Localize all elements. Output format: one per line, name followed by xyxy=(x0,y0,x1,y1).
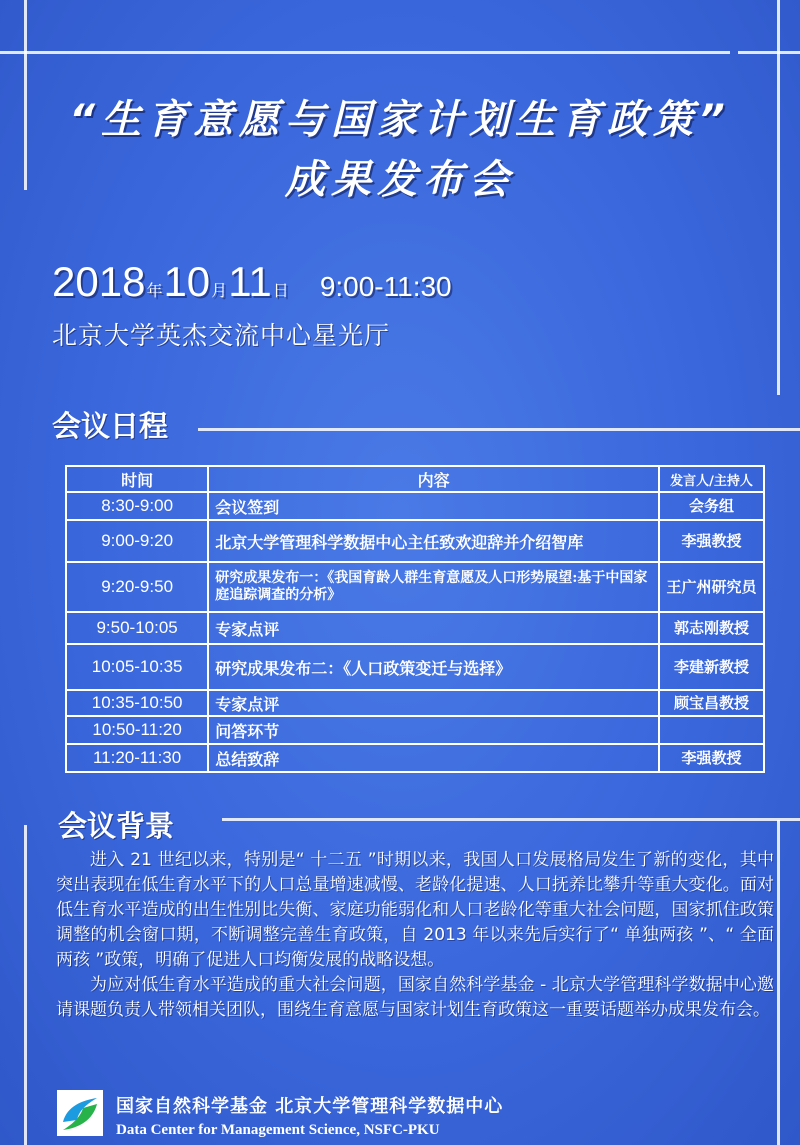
row-speaker: 顾宝昌教授 xyxy=(659,690,764,716)
date-month: 10 xyxy=(163,258,211,305)
background-paragraph-2: 为应对低生育水平造成的重大社会问题，国家自然科学基金 - 北京大学管理科学数据中心邀请课题负责人带领相关团队，围绕生育意愿与国家计划生育政策这一重要话题举办成果发布会。 xyxy=(56,975,774,1020)
agenda-heading-rule xyxy=(198,428,800,431)
row-speaker: 李建新教授 xyxy=(659,644,764,690)
date-day-unit: 日 xyxy=(272,283,289,300)
agenda-heading: 会议日程 xyxy=(52,409,169,443)
frame-top-line xyxy=(0,51,730,54)
row-speaker: 会务组 xyxy=(659,492,764,520)
poster-title-line1: “生育意愿与国家计划生育政策” xyxy=(69,97,731,143)
date-year-unit: 年 xyxy=(146,283,163,300)
row-content: 总结致辞 xyxy=(208,744,659,772)
col-header-content: 内容 xyxy=(208,466,659,492)
table-row xyxy=(66,520,764,562)
frame-left-low-line xyxy=(24,825,27,1145)
date-year: 2018 xyxy=(52,258,146,305)
organizer-name-en: Data Center for Management Science, NSFC-PKU xyxy=(116,1122,440,1138)
date-month-unit: 月 xyxy=(211,283,228,300)
table-row xyxy=(66,492,764,520)
row-speaker xyxy=(659,716,764,744)
table-row xyxy=(66,744,764,772)
row-time: 10:50-11:20 xyxy=(66,716,208,744)
row-content: 研究成果发布一：《我国育龄人群生育意愿及人口形势展望:基于中国家庭追踪调查的分析》 xyxy=(208,562,659,612)
agenda-header-row xyxy=(66,466,764,492)
event-date xyxy=(52,258,452,306)
background-paragraph-1: 进入 21 世纪以来，特别是“ 十二五 ”时期以来，我国人口发展格局发生了新的变化，其中突出表现在低生育水平下的人口总量增速减慢、老龄化提速、人口抚养比攀升等重大变化。面对低生育水平造成的出生性别比失衡、家庭功能弱化和人口老龄化等重大社会问题，国家抓住政策调整的机会窗口期，不断调整完善生育政策，自 2013 年以来先后实行了“ 单独两孩 ”、“ 全面两孩 ”政策，明确了促进人口均衡发展的战略设想。 xyxy=(56,850,774,970)
organizer xyxy=(116,1092,503,1139)
row-content: 问答环节 xyxy=(208,716,659,744)
frame-right-low-line xyxy=(777,820,780,1145)
event-venue: 北京大学英杰交流中心星光厅 xyxy=(52,321,391,350)
table-row xyxy=(66,690,764,716)
agenda-table xyxy=(65,465,765,773)
event-time: 9:00-11:30 xyxy=(319,271,452,302)
table-row xyxy=(66,562,764,612)
table-row xyxy=(66,644,764,690)
background-text xyxy=(56,848,774,1023)
row-time: 11:20-11:30 xyxy=(66,744,208,772)
row-speaker: 王广州研究员 xyxy=(659,562,764,612)
row-content: 会议签到 xyxy=(208,492,659,520)
background-heading-rule xyxy=(222,818,800,821)
organizer-name-cn: 国家自然科学基金 北京大学管理科学数据中心 xyxy=(116,1096,504,1117)
row-speaker: 郭志刚教授 xyxy=(659,612,764,644)
date-day: 11 xyxy=(228,258,272,305)
row-time: 9:00-9:20 xyxy=(66,520,208,562)
row-time: 10:05-10:35 xyxy=(66,644,208,690)
row-content: 专家点评 xyxy=(208,612,659,644)
nsfc-logo-icon xyxy=(57,1090,103,1136)
table-row xyxy=(66,716,764,744)
row-speaker: 李强教授 xyxy=(659,520,764,562)
row-time: 9:50-10:05 xyxy=(66,612,208,644)
row-time: 8:30-9:00 xyxy=(66,492,208,520)
row-content: 专家点评 xyxy=(208,690,659,716)
background-heading: 会议背景 xyxy=(58,809,175,843)
row-content: 北京大学管理科学数据中心主任致欢迎辞并介绍智库 xyxy=(208,520,659,562)
table-row xyxy=(66,612,764,644)
row-time: 9:20-9:50 xyxy=(66,562,208,612)
row-time: 10:35-10:50 xyxy=(66,690,208,716)
col-header-speaker: 发言人/主持人 xyxy=(659,466,764,492)
poster-title-line2: 成果发布会 xyxy=(285,157,515,203)
frame-top-right-line xyxy=(738,51,800,54)
row-content: 研究成果发布二：《人口政策变迁与选择》 xyxy=(208,644,659,690)
row-speaker: 李强教授 xyxy=(659,744,764,772)
col-header-time: 时间 xyxy=(66,466,208,492)
